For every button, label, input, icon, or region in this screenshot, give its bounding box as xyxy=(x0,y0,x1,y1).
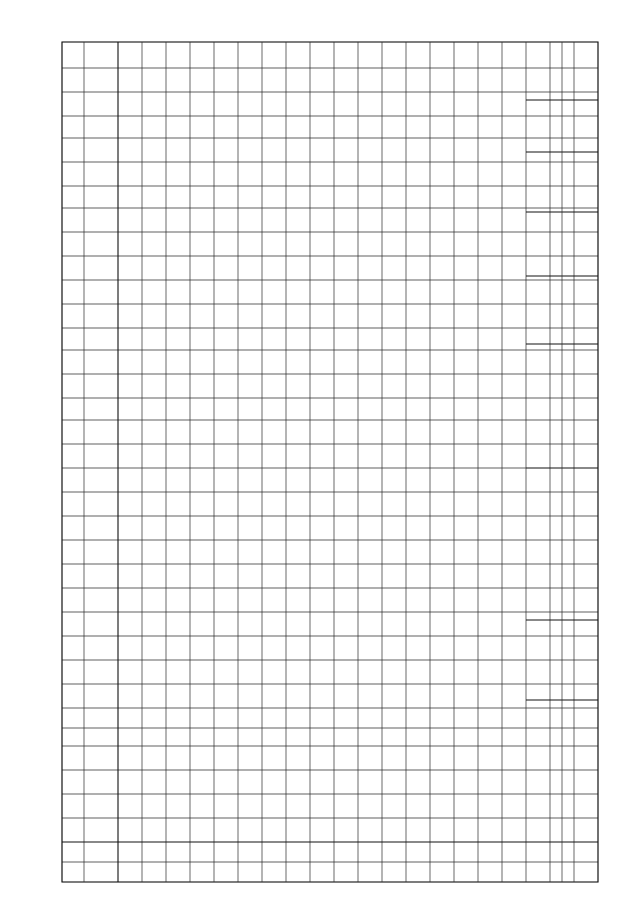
table-grid xyxy=(62,42,598,882)
table-header xyxy=(526,42,598,882)
table-border xyxy=(62,42,598,882)
